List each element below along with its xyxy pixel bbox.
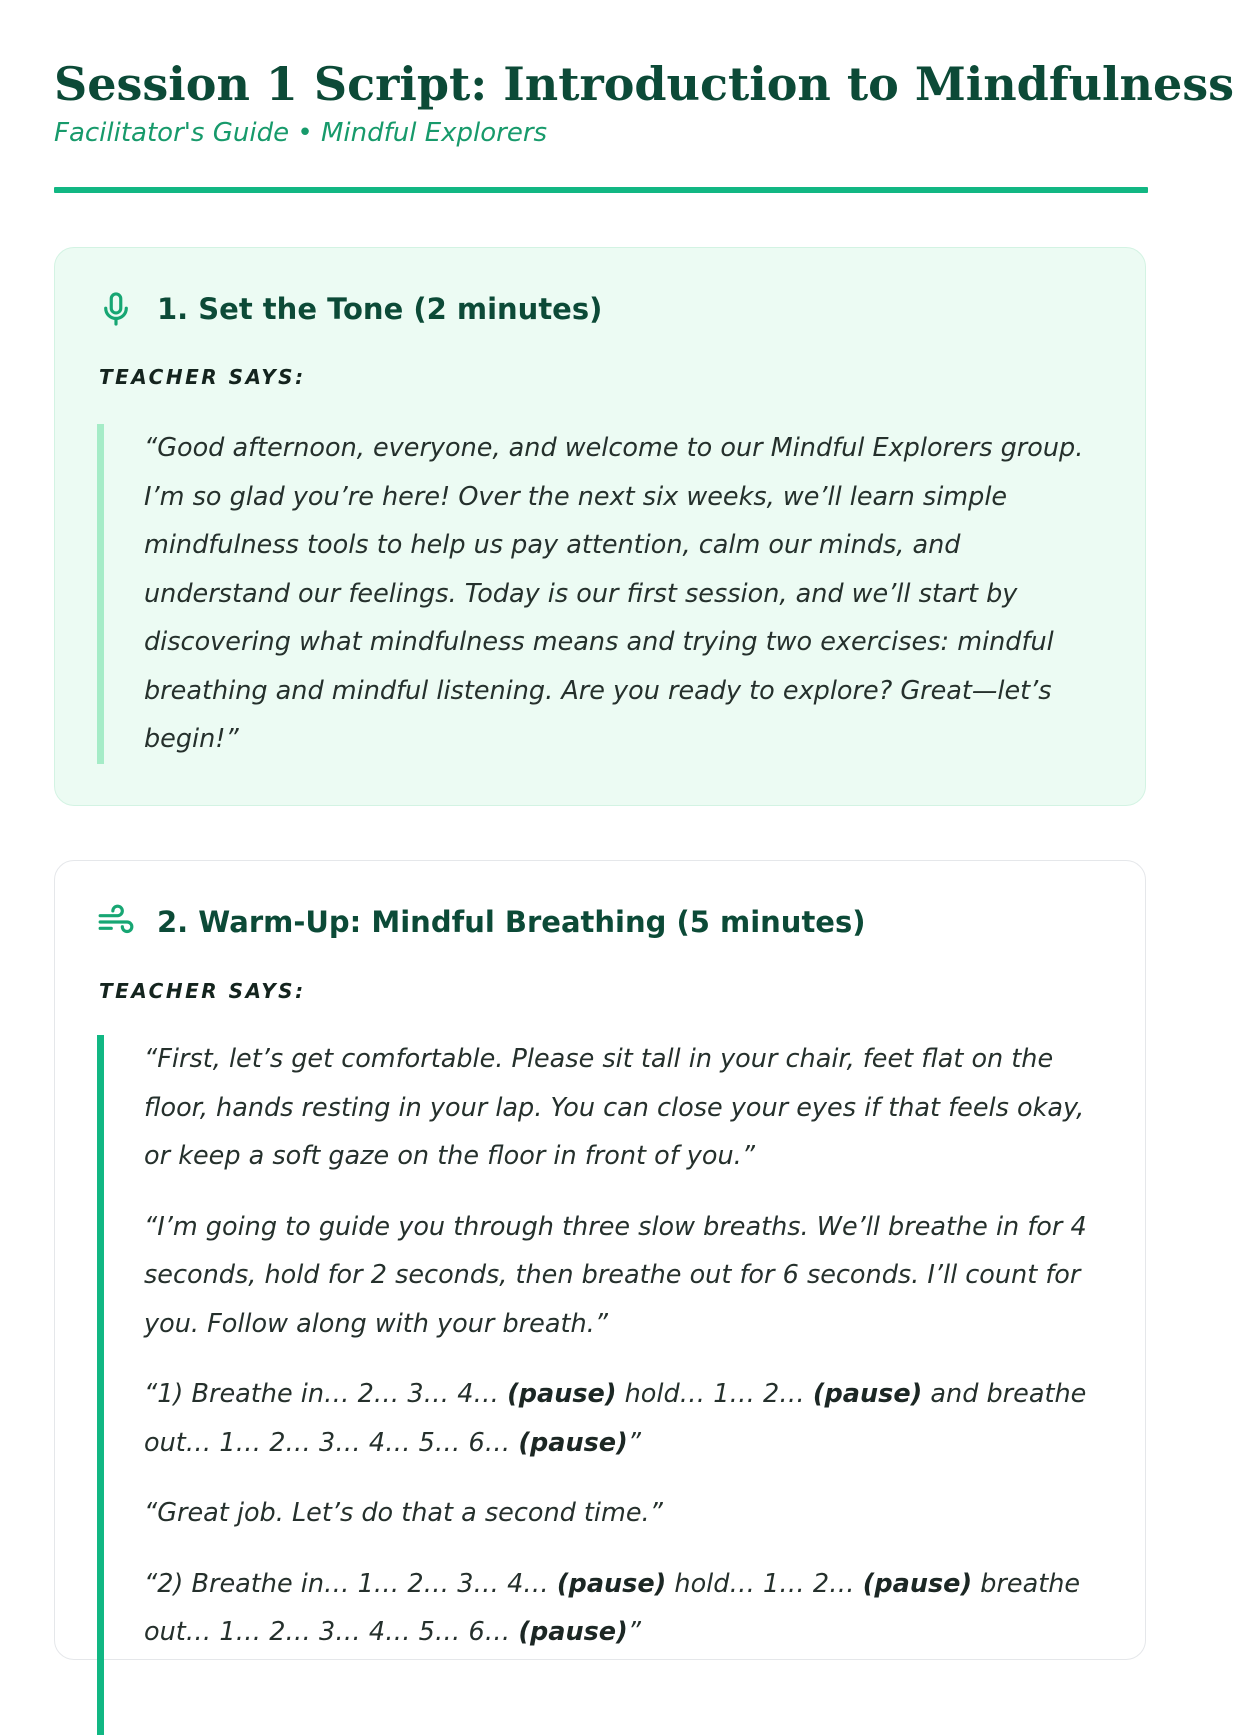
- header-divider: [54, 187, 1148, 193]
- breath-text: and breathe out… 1… 2… 3… 4… 5… 6…: [144, 1379, 1087, 1458]
- breath-count-paragraph: [144, 1370, 1107, 1467]
- teacher-says-label: TEACHER SAYS:: [99, 979, 306, 1003]
- section-title: 1. Set the Tone (2 minutes): [157, 292, 603, 326]
- microphone-icon: [97, 290, 135, 328]
- breath-text: ”: [627, 1617, 641, 1647]
- pause-cue: (pause): [518, 1427, 628, 1458]
- section-header: [97, 290, 602, 328]
- quote-paragraph: “I’m going to guide you through three slow breaths. We’ll breathe in for 4 seconds, hold for 2 seconds, then breathe out for 6 seconds. I’ll count for you. Follow along with your breath.”: [144, 1211, 1087, 1339]
- quote-paragraph: “First, let’s get comfortable. Please sit tall in your chair, feet flat on the floor, hands resting in your lap. You can close your eyes if that feels okay, or keep a soft gaze on the floor in front of you.”: [144, 1044, 1085, 1171]
- pause-cue: (pause): [862, 1568, 973, 1599]
- section-title: 2. Warm-Up: Mindful Breathing (5 minutes): [157, 905, 866, 939]
- breath-text: hold… 1… 2…: [666, 1568, 863, 1599]
- quote-paragraph: “Good afternoon, everyone, and welcome to our Mindful Explorers group. I’m so glad you’re here! Over the next six weeks, we’ll learn simple mindfulness tools to help us pay attention, calm our minds, and understand our feelings. Today is our first session, and we’ll start by discovering what mindfulness means and trying two exercises: mindful breathing and mindful listening. Are you ready to explore? Great—let’s begin!”: [144, 433, 1084, 754]
- page-subtitle: Facilitator's Guide • Mindful Explorers: [54, 118, 548, 148]
- quote-paragraph: “Great job. Let’s do that a second time.”: [144, 1498, 663, 1528]
- breath-text: “1) Breathe in… 2… 3… 4…: [144, 1379, 508, 1409]
- pause-cue: (pause): [507, 1379, 617, 1409]
- section-mindful-breathing: [54, 860, 1146, 1660]
- pause-cue: (pause): [812, 1379, 923, 1409]
- section-header: [97, 903, 866, 941]
- teacher-quote: [97, 424, 1107, 764]
- teacher-quote: [97, 1035, 1107, 1735]
- page-title: Session 1 Script: Introduction to Mindfulness: [54, 57, 1234, 111]
- pause-cue: (pause): [518, 1617, 628, 1647]
- page-header: [54, 52, 1234, 150]
- wind-icon: [97, 903, 135, 941]
- breath-count-paragraph: [144, 1560, 1107, 1657]
- pause-cue: (pause): [556, 1568, 667, 1599]
- teacher-says-label: TEACHER SAYS:: [99, 365, 306, 389]
- breath-text: “2) Breathe in… 1… 2… 3… 4…: [144, 1568, 557, 1599]
- breath-text: hold… 1… 2…: [616, 1379, 813, 1409]
- section-set-the-tone: [54, 247, 1146, 806]
- breath-text: breathe out… 1… 2… 3… 4… 5… 6…: [144, 1568, 1081, 1647]
- breath-text: ”: [627, 1427, 641, 1458]
